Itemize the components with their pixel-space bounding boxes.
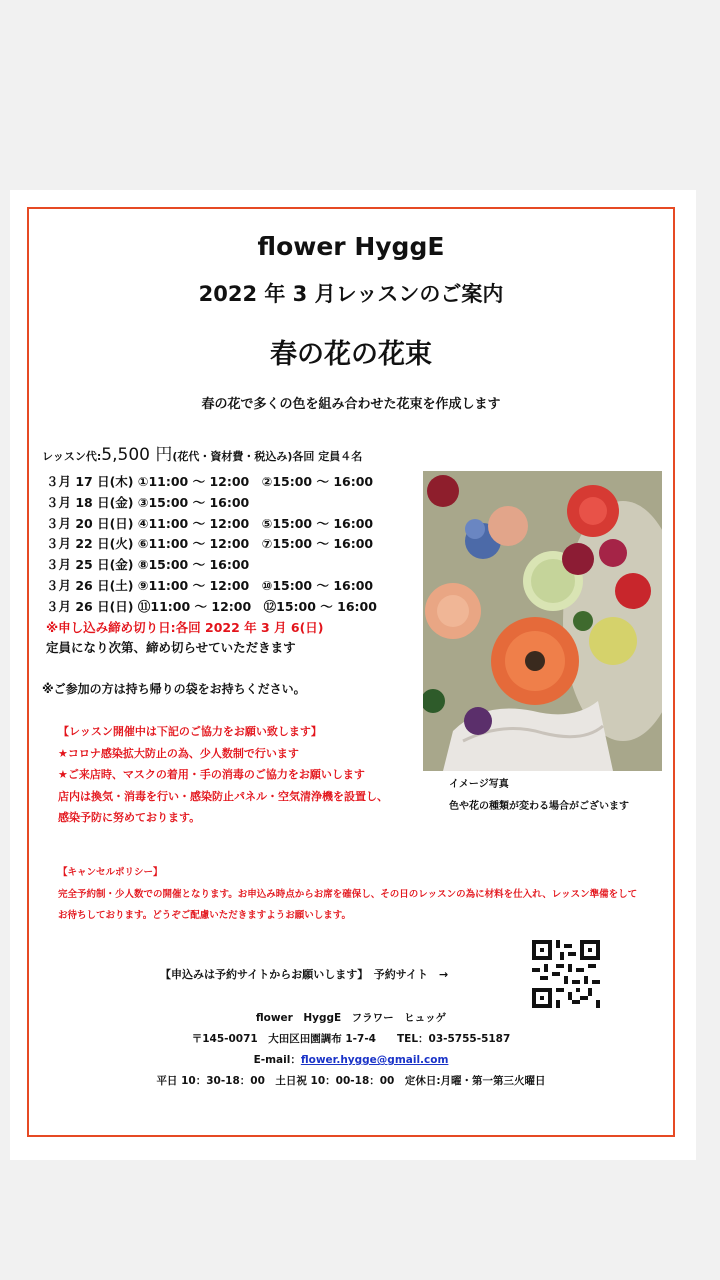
cooperation-notes bbox=[58, 721, 388, 829]
capacity-note: 定員になり次第、締め切らせていただきます bbox=[46, 640, 296, 656]
bouquet-illustration bbox=[423, 471, 662, 771]
apply-instruction: 【申込みは予約サイトからお願いします】 予約サイト → bbox=[160, 968, 449, 981]
lesson-title: 春の花の花束 bbox=[270, 339, 432, 370]
bouquet-photo bbox=[423, 471, 662, 771]
qr-code-icon bbox=[532, 940, 600, 1008]
price-label: レッスン代: bbox=[42, 450, 102, 463]
schedule-item: ３月 22 日(火) ⑥11:00 ～ 12:00 ⑦15:00 ～ 16:00 bbox=[46, 536, 374, 552]
business-hours: 平日 10：30-18：00 土日祝 10：00-18：00 定休日:月曜・第一第三火曜日 bbox=[156, 1075, 546, 1087]
caption-title: イメージ写真 bbox=[449, 779, 509, 790]
email-link[interactable]: flower.hygge@gmail.com bbox=[300, 1054, 449, 1066]
deadline-note: ※申し込み締め切り日:各回 2022 年 3 月 6(日) bbox=[46, 619, 324, 635]
photo-caption bbox=[449, 774, 629, 818]
shop-email-line bbox=[28, 1052, 674, 1067]
brand-name: flower HyggE bbox=[257, 232, 445, 261]
price-note: (花代・資材費・税込み)各回 定員４名 bbox=[172, 450, 363, 463]
schedule-item: ３月 25 日(金) ⑧15:00 ～ 16:00 bbox=[46, 557, 250, 573]
bag-note: ※ご参加の方は持ち帰りの袋をお持ちください。 bbox=[42, 682, 306, 696]
cooperation-item: ★ご来店時、マスクの着用・手の消毒のご協力をお願いします bbox=[58, 768, 365, 781]
price-line bbox=[42, 440, 362, 465]
cooperation-item: 店内は換気・消毒を行い・感染防止パネル・空気清浄機を設置し、 bbox=[58, 789, 388, 803]
cancel-heading: 【キャンセルポリシー】 bbox=[58, 867, 163, 878]
schedule-item: ３月 17 日(木) ①11:00 ～ 12:00 ②15:00 ～ 16:00 bbox=[46, 474, 374, 489]
price-amount: 5,500 円 bbox=[101, 445, 173, 465]
schedule-item: ３月 26 日(土) ⑨11:00 ～ 12:00 ⑩15:00 ～ 16:00 bbox=[46, 577, 374, 593]
cooperation-item: ★コロナ感染拡大防止の為、少人数制で行います bbox=[58, 746, 299, 760]
caption-note: 色や花の種類が変わる場合がございます bbox=[449, 801, 629, 812]
email-label: E-mail： bbox=[253, 1054, 301, 1066]
schedule-item: ３月 26 日(日) ⑪11:00 ～ 12:00 ⑫15:00 ～ 16:00 bbox=[46, 598, 377, 614]
cancel-text: お待ちしております。どうぞご配慮いただきますようお願いします。 bbox=[58, 910, 351, 921]
schedule-item: ３月 18 日(金) ③15:00 ～ 16:00 bbox=[46, 494, 250, 510]
shop-address: 〒145-0071 大田区田園調布 1-7-4 TEL：03-5755-5187 bbox=[191, 1033, 511, 1045]
cooperation-item: 感染予防に努めております。 bbox=[58, 811, 201, 824]
schedule-item: ３月 20 日(日) ④11:00 ～ 12:00 ⑤15:00 ～ 16:00 bbox=[46, 515, 374, 531]
schedule-list bbox=[46, 472, 377, 659]
cancel-policy bbox=[58, 862, 637, 927]
lesson-description: 春の花で多くの色を組み合わせた花束を作成します bbox=[201, 397, 501, 412]
cancel-text: 完全予約制・少人数での開催となります。お申込み時点からお席を確保し、その日のレッスンの為に材料を仕入れ、レッスン準備をして bbox=[58, 888, 638, 900]
shop-name: flower HyggE フラワー ヒュッゲ bbox=[255, 1012, 447, 1024]
cooperation-heading: 【レッスン開催中は下記のご協力をお願い致します】 bbox=[58, 725, 322, 738]
flyer-subtitle: 2022 年 3 月レッスンのご案内 bbox=[198, 282, 504, 306]
reservation-qr-code[interactable] bbox=[532, 940, 600, 1008]
